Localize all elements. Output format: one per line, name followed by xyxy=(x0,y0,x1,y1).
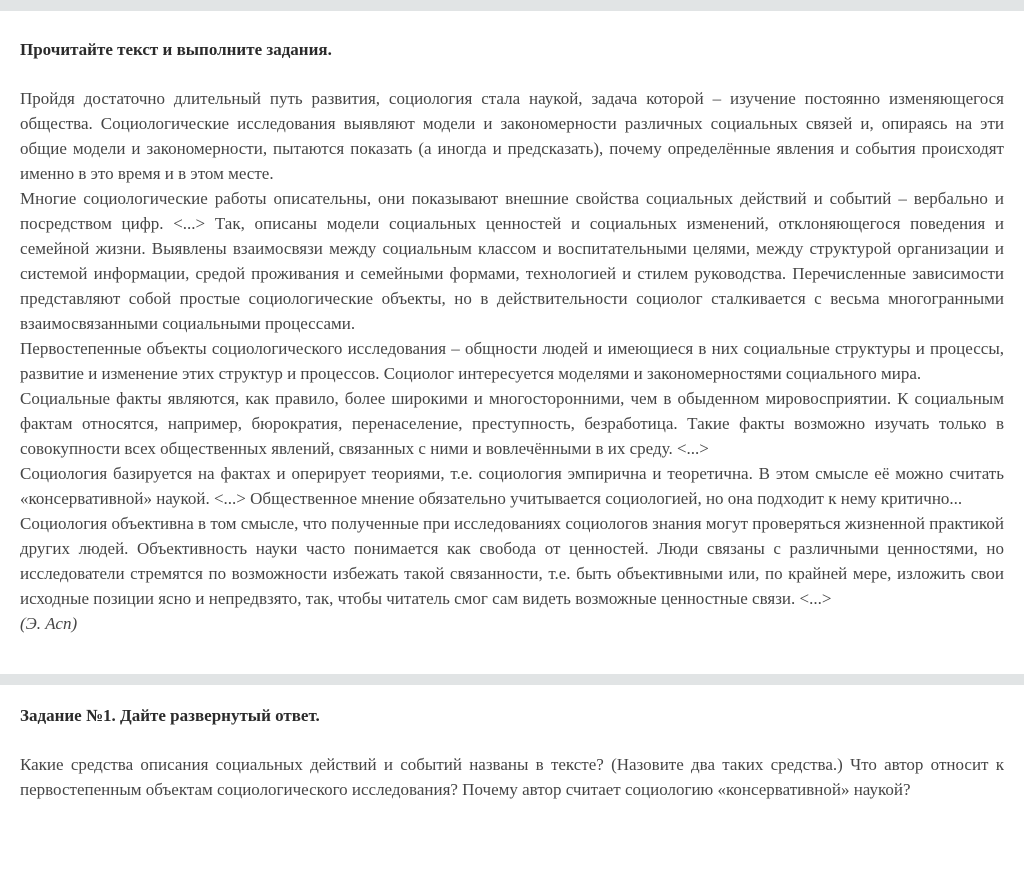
text-paragraph-2: Многие социологические работы описательны, они показывают внешние свойства социальных действий и событий – вербально и посредством цифр. <...> Так, описаны модели социальных ценностей и социальных изменений, отклоняющегося поведения и семейной жизни. Выявлены взаимосвязи между социальным классом и воспитательными целями, между структурой организации и системой информации, средой проживания и семейными формами, технологией и стилем руководства. Перечисленные зависимости представляют собой простые социологические объекты, но в действительности социолог сталкивается с весьма многогранными взаимосвязанными социальными процессами. xyxy=(20,189,1004,333)
task-question: Какие средства описания социальных действий и событий названы в тексте? (Назовите два таких средства.) Что автор относит к первостепенным объектам социологического исследования? Почему автор считает социологию «консервативной» наукой? xyxy=(20,755,1004,799)
reading-section xyxy=(0,11,1024,674)
task-section xyxy=(0,685,1024,802)
reading-bottom-spacer xyxy=(20,636,1004,674)
instruction-heading: Прочитайте текст и выполните задания. xyxy=(20,40,332,59)
text-paragraph-6: Социология объективна в том смысле, что полученные при исследованиях социологов знания могут проверяться жизненной практикой других людей. Объективность науки часто понимается как свобода от ценностей. Люди связаны с различными ценностями, но исследователи стремятся по возможности избежать такой связанности, т.е. быть объективными или, по крайней мере, изложить свои исходные позиции ясно и непредвзято, так, чтобы читатель смог сам видеть возможные ценностные связи. <...> xyxy=(20,514,1004,608)
task-heading: Задание №1. Дайте развернутый ответ. xyxy=(20,706,320,725)
text-paragraph-5: Социология базируется на фактах и оперирует теориями, т.е. социология эмпирична и теоретична. В этом смысле её можно считать «консервативной» наукой. <...> Общественное мнение обязательно учитывается социологией, но она подходит к нему критично... xyxy=(20,464,1004,508)
text-paragraph-3: Первостепенные объекты социологического исследования – общности людей и имеющиеся в них социальные структуры и процессы, развитие и изменение этих структур и процессов. Социолог интересуется моделями и закономерностями социального мира. xyxy=(20,339,1004,383)
text-paragraph-4: Социальные факты являются, как правило, более широкими и многосторонними, чем в обыденном мировосприятии. К социальным фактам относятся, например, бюрократия, перенаселение, преступность, безработица. Такие факты возможно изучать только в совокупности всех общественных явлений, связанных с ними и вовлечёнными в их среду. <...> xyxy=(20,389,1004,458)
top-separator-bar xyxy=(0,0,1024,11)
section-separator-bar xyxy=(0,674,1024,685)
text-paragraph-1: Пройдя достаточно длительный путь развития, социология стала наукой, задача которой – изучение постоянно изменяющегося общества. Социологические исследования выявляют модели и закономерности различных социальных связей и, опираясь на эти общие модели и закономерности, пытаются показать (а иногда и предсказать), почему определённые явления и события происходят именно в это время и в этом месте. xyxy=(20,89,1004,183)
author-attribution: (Э. Асп) xyxy=(20,614,78,633)
